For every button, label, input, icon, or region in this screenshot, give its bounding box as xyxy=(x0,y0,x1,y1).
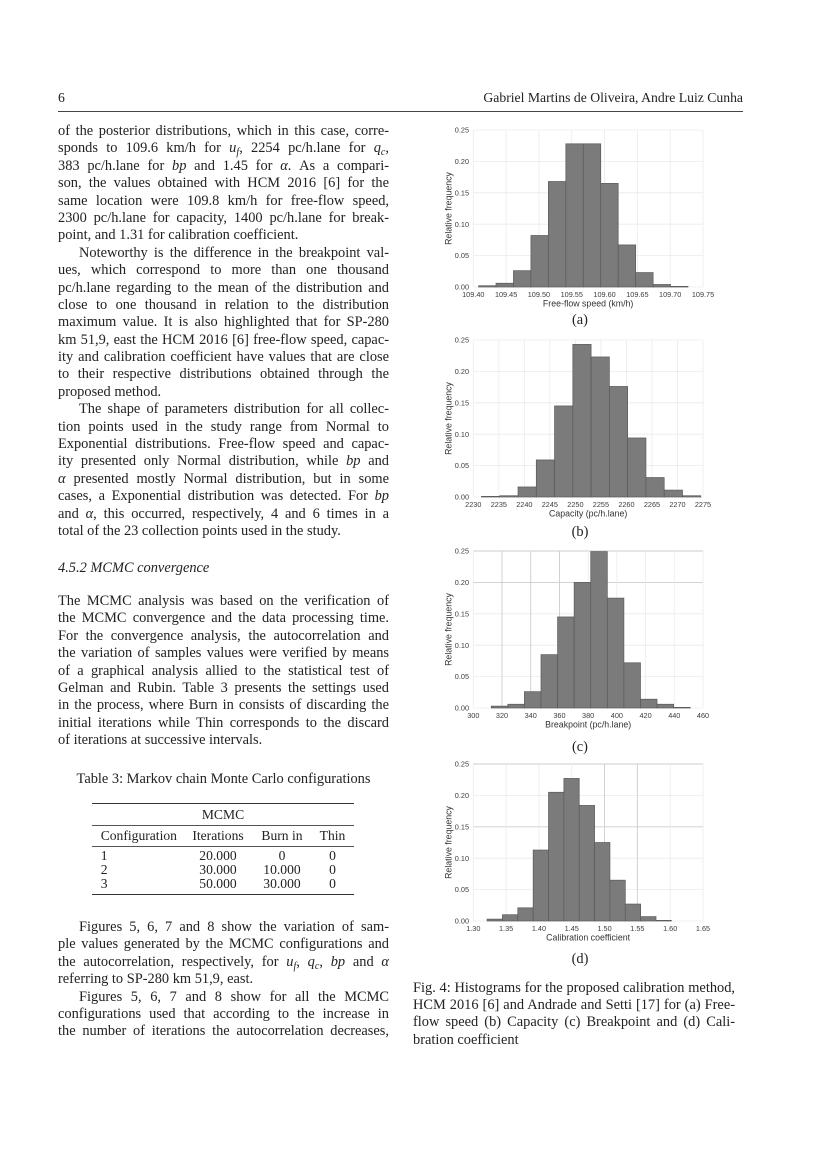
table-cell: 1 xyxy=(100,848,108,864)
column-header: Iterations xyxy=(192,828,244,844)
histogram-bar xyxy=(618,245,635,287)
histogram-bar xyxy=(583,144,600,287)
text-line: son, the values obtained with HCM 2016 [6] for the xyxy=(58,175,389,192)
histogram-bar xyxy=(636,273,653,287)
text-line: of a graphical analysis allied to the statistical test of xyxy=(58,662,389,679)
x-tick-label: 1.50 xyxy=(597,924,612,933)
x-tick-label: 109.50 xyxy=(527,290,551,299)
table-cell: 0 xyxy=(329,861,336,877)
histogram-bar xyxy=(558,617,575,708)
math-subscript: f xyxy=(236,147,240,159)
paragraph-breakpoint-difference xyxy=(58,245,389,402)
histogram-bar xyxy=(609,386,627,497)
histogram-bar xyxy=(518,908,533,921)
y-tick-label: 0.10 xyxy=(454,429,469,439)
text-line: ple values generated by the MCMC configurations and xyxy=(58,936,389,953)
histogram-bar xyxy=(579,805,594,921)
histogram-bar xyxy=(625,904,640,921)
x-tick-label: 1.60 xyxy=(663,924,678,933)
text-line: bration coefficient xyxy=(413,1031,519,1048)
x-tick-label: 420 xyxy=(639,711,652,720)
table-header-row xyxy=(92,826,354,847)
x-tick-label: 2260 xyxy=(618,500,635,509)
text-line: Exponential distributions. Free-flow speed and capac- xyxy=(58,436,389,453)
column-header: Burn in xyxy=(261,828,303,844)
math-subscript: c xyxy=(314,960,320,972)
math-symbol: bp xyxy=(374,488,389,505)
text-line: maximum value. It is also highlighted that for SP-280 xyxy=(58,314,389,331)
histogram-bar xyxy=(657,704,674,708)
text-line: Figures 5, 6, 7 and 8 show the variation of sam- xyxy=(79,919,389,935)
x-tick-label: 109.45 xyxy=(494,290,518,299)
y-tick-label: 0.10 xyxy=(454,853,469,863)
math-symbol: bp xyxy=(330,953,346,970)
y-axis-label: Relative frequency xyxy=(443,382,454,455)
y-tick-label: 0.25 xyxy=(454,759,469,769)
histogram-bar xyxy=(555,406,573,497)
table-row xyxy=(92,877,354,891)
x-tick-label: 400 xyxy=(610,711,623,720)
paragraph-figures-variation xyxy=(58,919,389,989)
text-line: in the process, where Burn in consists of discarding the xyxy=(58,697,389,714)
text-line: referring to SP-280 km 51,9, east. xyxy=(58,971,254,988)
x-tick-label: 109.70 xyxy=(659,290,682,299)
x-tick-label: 2240 xyxy=(516,500,533,509)
histogram-bar xyxy=(548,181,565,287)
x-tick-label: 2265 xyxy=(643,500,661,509)
x-tick-label: 109.60 xyxy=(593,290,616,299)
y-tick-label: 0.25 xyxy=(454,125,469,135)
y-tick-label: 0.10 xyxy=(454,640,469,650)
table-cell: 0 xyxy=(329,875,336,891)
text-line: Noteworthy is the difference in the breakpoint val- xyxy=(79,244,389,261)
histogram-bar xyxy=(591,357,609,497)
table-cell: 3 xyxy=(100,875,108,891)
text-line: HCM 2016 [6] and Andrade and Setti [17] for (a) Free- xyxy=(413,997,735,1014)
histogram-bar xyxy=(564,778,579,921)
histogram-breakpoint xyxy=(420,541,720,741)
histogram-bar xyxy=(479,286,496,287)
x-tick-label: 109.55 xyxy=(560,290,583,299)
histogram-bar xyxy=(646,478,664,497)
histogram-bar xyxy=(487,919,502,921)
mcmc-config-table xyxy=(92,803,354,895)
x-tick-label: 1.30 xyxy=(466,924,481,933)
x-tick-label: 460 xyxy=(696,711,710,720)
text-line: cases, a Exponential distribution was detected. For bp xyxy=(58,488,389,505)
x-axis-label: Free-flow speed (km/h) xyxy=(542,298,634,309)
histogram-bar xyxy=(601,183,618,287)
subcaption-d: (d) xyxy=(571,950,589,967)
table-cell: 2 xyxy=(100,861,108,877)
histogram-bar xyxy=(513,271,530,287)
x-tick-label: 440 xyxy=(668,711,681,720)
table-row xyxy=(92,849,354,863)
histogram-bar xyxy=(518,487,536,497)
text-line: km 51,9, east the HCM 2016 [6] free-flow speed, capac- xyxy=(58,331,389,348)
histogram-bar xyxy=(610,880,625,921)
x-tick-label: 1.35 xyxy=(499,924,514,933)
histogram-bar xyxy=(536,460,554,497)
left-column-text-block xyxy=(58,123,389,540)
histogram-free-flow-speed xyxy=(420,120,720,320)
subcaption-b: (b) xyxy=(571,523,589,540)
text-line: the MCMC convergence and the data processing time. xyxy=(58,610,389,627)
math-subscript: c xyxy=(380,147,386,159)
y-tick-label: 0.00 xyxy=(454,282,469,292)
x-tick-label: 109.75 xyxy=(691,290,715,299)
text-line: 2300 pc/h.lane for capacity, 1400 pc/h.lane for break- xyxy=(58,209,389,226)
text-line: same location were 109.8 km/h for free-flow speed, xyxy=(58,192,389,209)
text-line: configurations used that according to the increase in xyxy=(58,1005,389,1022)
x-tick-label: 2255 xyxy=(592,500,610,509)
text-line: Figures 5, 6, 7 and 8 show for all the MCMC xyxy=(79,988,389,1005)
math-symbol: bp xyxy=(172,157,187,174)
text-line: sponds to 109.6 km/h for $u_f$, 2254 pc/h.lane for $q_c$, xyxy=(58,140,389,159)
x-tick-label: 2270 xyxy=(669,500,686,509)
text-line: proposed method. xyxy=(58,383,162,400)
table-cell: 20.000 xyxy=(199,848,237,864)
histogram-bar xyxy=(541,655,558,708)
text-line: to their respective distributions obtained through the xyxy=(58,366,389,383)
histogram-bar xyxy=(502,915,517,921)
histogram-bar xyxy=(500,496,518,497)
header-rule xyxy=(58,111,743,112)
math-symbol: bp xyxy=(346,453,361,470)
table-bottom-rule xyxy=(92,894,354,895)
y-axis-label: Relative frequency xyxy=(443,806,454,879)
y-tick-label: 0.05 xyxy=(454,251,469,261)
histogram-bar xyxy=(574,582,591,708)
histogram-bar xyxy=(595,843,610,922)
x-tick-label: 2250 xyxy=(567,500,584,509)
math-symbol: $u_f$ xyxy=(229,140,240,159)
x-tick-label: 1.45 xyxy=(564,924,579,933)
y-tick-label: 0.25 xyxy=(454,546,469,556)
histogram-bar xyxy=(531,236,548,287)
histogram-bar xyxy=(524,692,541,708)
mcmc-text-block xyxy=(58,593,389,750)
histogram-bar xyxy=(664,490,682,497)
paragraph-posterior-values xyxy=(58,123,389,245)
text-line: The shape of parameters distribution for all collec- xyxy=(79,401,389,418)
histogram-bar xyxy=(573,344,591,497)
x-axis-label: Breakpoint (pc/h.lane) xyxy=(545,719,632,730)
y-tick-label: 0.05 xyxy=(454,885,469,895)
histogram-bar xyxy=(591,552,608,708)
table-caption: Table 3: Markov chain Monte Carlo configurations xyxy=(76,771,371,788)
x-axis-label: Calibration coefficient xyxy=(546,932,631,943)
text-line: Fig. 4: Histograms for the proposed calibration method, xyxy=(413,979,735,996)
x-tick-label: 2235 xyxy=(490,500,507,509)
text-line: of iterations at successive intervals. xyxy=(58,732,263,749)
x-tick-label: 2230 xyxy=(465,500,482,509)
table-group-header: MCMC xyxy=(201,806,245,822)
histogram-bar xyxy=(653,284,670,287)
histogram-capacity xyxy=(420,330,720,530)
text-line: point, and 1.31 for calibration coefficient. xyxy=(58,227,299,244)
paragraph-figures-autocorrelation xyxy=(58,989,389,1041)
y-tick-label: 0.20 xyxy=(454,578,469,587)
y-tick-label: 0.20 xyxy=(454,791,469,800)
histogram-bar xyxy=(508,704,525,708)
math-symbol: α xyxy=(381,953,389,970)
table-row xyxy=(92,863,354,877)
figure-caption xyxy=(413,980,735,1050)
histogram-bar xyxy=(674,707,691,708)
math-symbol: $q_c$ xyxy=(373,140,386,159)
y-tick-label: 0.00 xyxy=(454,703,469,713)
x-tick-label: 300 xyxy=(467,711,480,720)
histogram-bar xyxy=(533,850,548,921)
paragraph-mcmc-analysis xyxy=(58,593,389,750)
histogram-calibration-coefficient xyxy=(420,754,720,954)
text-line: the variation of samples values were verified by means xyxy=(58,645,389,662)
y-tick-label: 0.25 xyxy=(454,335,469,345)
x-tick-label: 360 xyxy=(553,711,566,720)
math-symbol: α xyxy=(280,157,288,174)
column-header: Configuration xyxy=(100,828,177,844)
section-heading: 4.5.2 MCMC convergence xyxy=(58,560,210,577)
paragraph-distribution-shape xyxy=(58,401,389,540)
text-line: and α, this occurred, respectively, 4 and 6 times in a xyxy=(58,505,389,522)
text-line: α presented mostly Normal distribution, but in some xyxy=(58,470,389,487)
text-line: Gelman and Rubin. Table 3 presents the settings used xyxy=(58,679,389,696)
text-line: The MCMC analysis was based on the verification of xyxy=(58,593,389,609)
histogram-bar xyxy=(640,699,657,708)
table-cell: 10.000 xyxy=(263,861,301,877)
y-tick-label: 0.15 xyxy=(454,822,469,832)
math-symbol: $u_f$ xyxy=(286,953,297,972)
y-tick-label: 0.15 xyxy=(454,188,469,198)
x-tick-label: 2245 xyxy=(541,500,558,509)
page-number: 6 xyxy=(58,90,65,105)
y-tick-label: 0.05 xyxy=(454,672,469,682)
math-symbol: $q_c$ xyxy=(307,953,320,972)
y-axis-label: Relative frequency xyxy=(443,172,454,245)
text-line: ues, which correspond to more than one thousand xyxy=(58,262,389,279)
subcaption-a: (a) xyxy=(572,312,588,328)
math-symbol: α xyxy=(85,505,94,522)
histogram-bar xyxy=(481,496,499,497)
y-tick-label: 0.15 xyxy=(454,609,469,619)
x-tick-label: 320 xyxy=(495,711,509,720)
text-line: close to one thousand in relation to the distribution xyxy=(58,296,389,313)
math-subscript: f xyxy=(293,960,297,972)
histogram-bar xyxy=(624,663,641,708)
text-line: of the posterior distributions, which in this case, corre- xyxy=(58,123,389,139)
y-tick-label: 0.15 xyxy=(454,398,469,408)
table-cell: 0 xyxy=(278,848,286,864)
histogram-bar xyxy=(628,438,646,497)
y-tick-label: 0.20 xyxy=(454,367,469,376)
y-axis-label: Relative frequency xyxy=(443,593,454,666)
y-tick-label: 0.05 xyxy=(454,461,469,471)
table-cell: 30.000 xyxy=(199,861,237,877)
math-symbol: α xyxy=(58,470,66,487)
histogram-bar xyxy=(641,917,656,921)
text-line: pc/h.lane regarding to the mean of the distribution and xyxy=(58,279,389,296)
table-cell: 0 xyxy=(329,848,336,864)
text-line: 383 pc/h.lane for bp and 1.45 for α. As a compari- xyxy=(58,157,389,174)
x-tick-label: 1.55 xyxy=(630,924,645,933)
table-cell: 30.000 xyxy=(263,875,301,891)
histogram-bar xyxy=(566,144,583,287)
x-axis-label: Capacity (pc/h.lane) xyxy=(549,508,628,519)
text-line: the autocorrelation, respectively, for $u_f$, $q_c$, bp and α xyxy=(58,953,389,972)
table-cell: 50.000 xyxy=(199,875,237,891)
x-tick-label: 1.65 xyxy=(695,924,711,933)
histogram-bar xyxy=(671,286,688,287)
x-tick-label: 2275 xyxy=(694,500,712,509)
x-tick-label: 109.65 xyxy=(626,290,649,299)
histogram-bar xyxy=(496,283,513,287)
text-line: total of the 23 collection points used in the study. xyxy=(58,522,341,539)
x-tick-label: 109.40 xyxy=(462,290,485,299)
histogram-bar xyxy=(549,792,564,921)
x-tick-label: 340 xyxy=(524,711,537,720)
running-head-authors: Gabriel Martins de Oliveira, Andre Luiz Cunha xyxy=(483,90,743,105)
y-tick-label: 0.10 xyxy=(454,219,469,229)
y-tick-label: 0.20 xyxy=(454,157,469,166)
x-tick-label: 380 xyxy=(582,711,595,720)
column-header: Thin xyxy=(319,828,346,844)
text-line: For the convergence analysis, the autocorrelation and xyxy=(58,627,389,644)
text-line: the number of iterations the autocorrelation decreases, xyxy=(58,1023,389,1040)
text-line: initial iterations while Thin corresponds to the discard xyxy=(58,714,389,731)
histogram-bar xyxy=(656,920,671,921)
y-tick-label: 0.00 xyxy=(454,916,469,926)
subcaption-c: (c) xyxy=(572,739,588,755)
histogram-bar xyxy=(682,496,700,497)
figures-text-block xyxy=(58,919,389,1041)
figure-caption-text xyxy=(413,980,735,1050)
histogram-bar xyxy=(607,598,624,708)
text-line: tion points used in the study range from Normal to xyxy=(58,418,389,435)
y-tick-label: 0.00 xyxy=(454,492,469,502)
text-line: flow speed (b) Capacity (c) Breakpoint and (d) Cali- xyxy=(413,1014,735,1031)
x-tick-label: 1.40 xyxy=(531,924,547,933)
text-line: ity and calibration coefficient have values that are close xyxy=(58,349,389,366)
histogram-bar xyxy=(491,706,508,708)
text-line: ity presented only Normal distribution, while bp and xyxy=(58,453,389,470)
